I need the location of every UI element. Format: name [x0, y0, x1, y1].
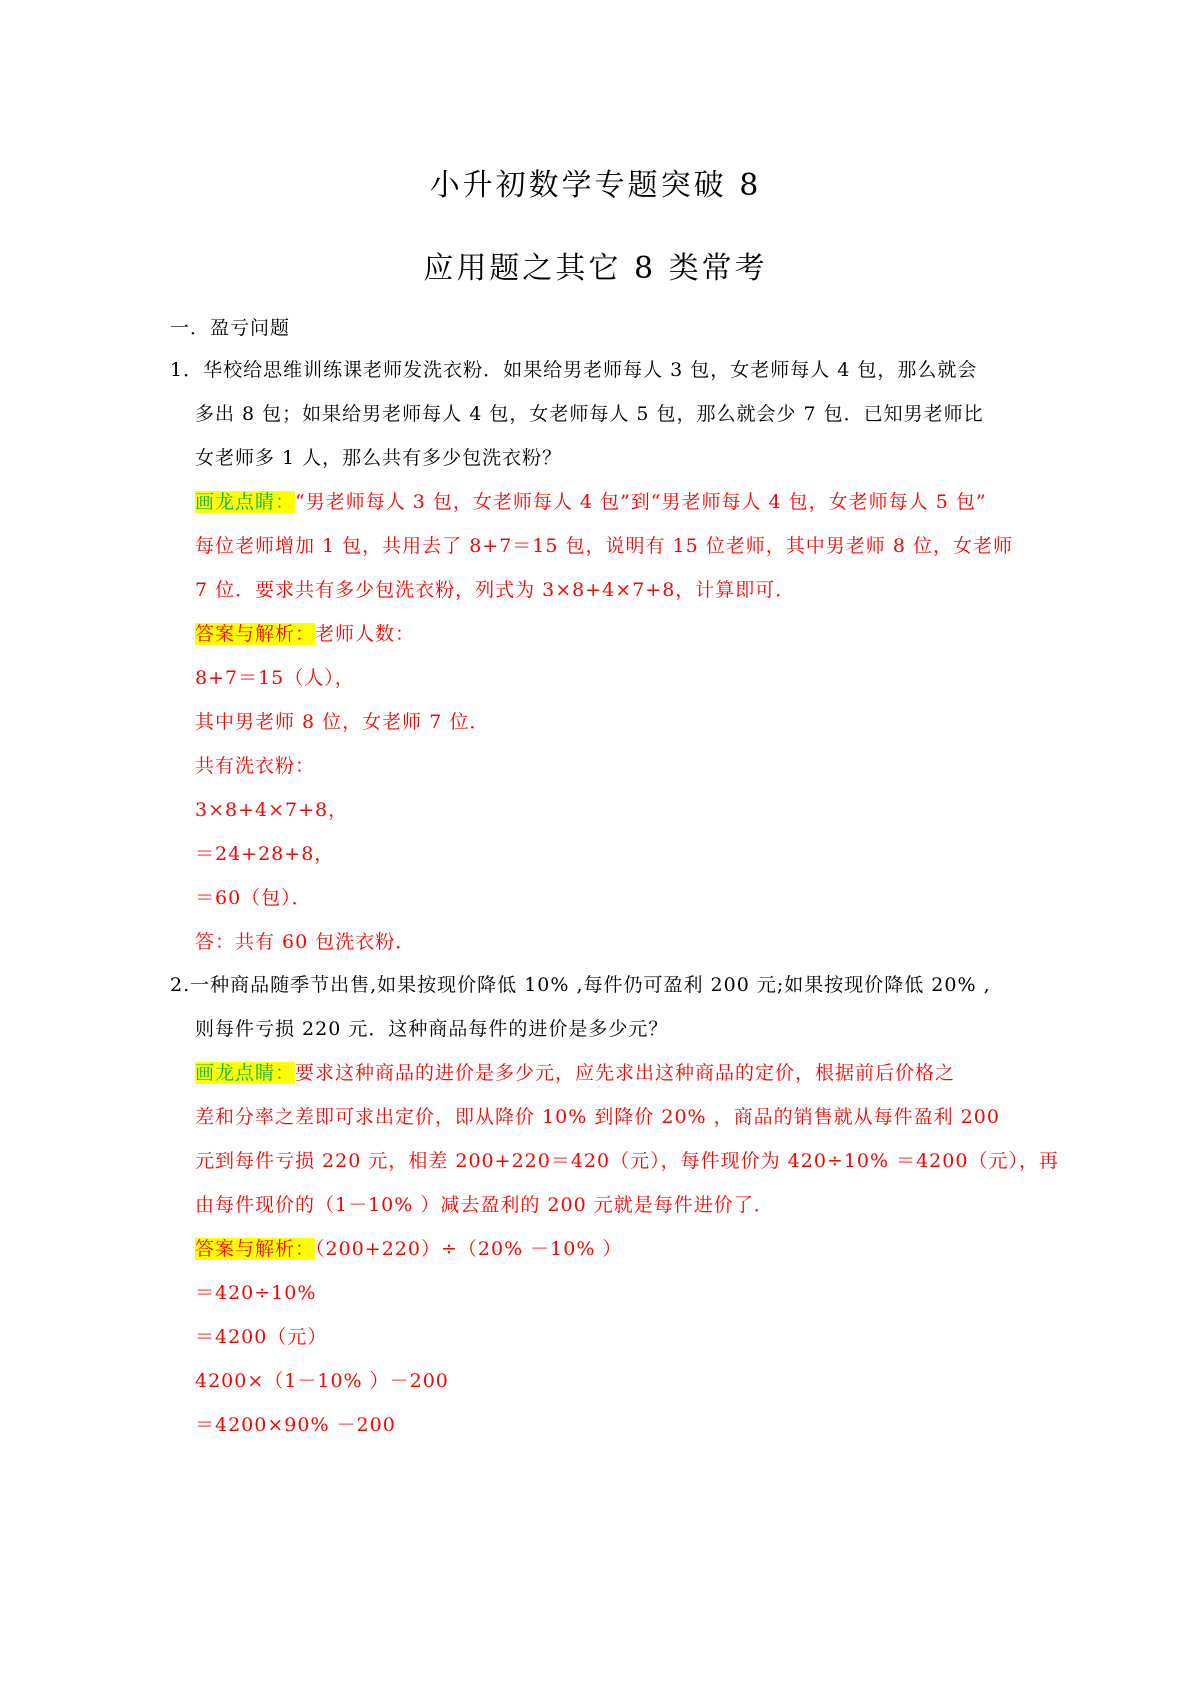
hint-label: 画龙点睛：: [195, 491, 296, 513]
answer-text: ＝60（包）．: [195, 887, 312, 909]
answer-text: 共有洗衣粉：: [195, 755, 316, 777]
answer-text: 老师人数：: [315, 623, 416, 645]
hint-text: 每位老师增加 1 包，共用去了 8+7＝15 包，说明有 15 位老师，其中男老师 8 位，女老师: [195, 535, 1013, 557]
question-2-answer: [195, 1235, 622, 1263]
hint-text: 由每件现价的（1－10% ）减去盈利的 200 元就是每件进价了．: [195, 1194, 774, 1216]
document-subtitle: 应用题之其它 8 类常考: [423, 251, 768, 286]
question-2-line: 2.一种商品随季节出售,如果按现价降低 10% ,每件仍可盈利 200 元;如果按现价降低 20% ,: [170, 974, 991, 996]
answer-text: （200+220）÷（20% －10% ）: [315, 1238, 623, 1260]
answer-text: 4200×（1－10% ）－200: [195, 1370, 449, 1392]
hint-text: 元到每件亏损 220 元，相差 200+220＝420（元），每件现价为 420÷10% ＝4200（元），再: [195, 1150, 1059, 1172]
answer-text: 答：共有 60 包洗衣粉．: [195, 931, 416, 953]
question-1-line: 女老师多 1 人，那么共有多少包洗衣粉？: [195, 447, 563, 469]
question-1-line: 多出 8 包；如果给男老师每人 4 包，女老师每人 5 包，那么就会少 7 包．已知男老师比: [195, 403, 984, 425]
question-2-line: 则每件亏损 220 元．这种商品每件的进价是多少元？: [195, 1018, 669, 1040]
hint-text: 7 位．要求共有多少包洗衣粉，列式为 3×8+4×7+8，计算即可．: [195, 579, 796, 601]
question-1-hint: [195, 488, 987, 516]
question-1-answer: [195, 620, 415, 648]
answer-text: ＝420÷10%: [195, 1282, 317, 1304]
answer-label: 答案与解析：: [195, 623, 316, 645]
question-2-hint: [195, 1059, 955, 1087]
hint-text: “男老师每人 3 包，女老师每人 4 包”到“男老师每人 4 包，女老师每人 5 包”: [295, 491, 987, 513]
answer-text: 其中男老师 8 位，女老师 7 位．: [195, 711, 490, 733]
hint-label: 画龙点睛：: [195, 1062, 296, 1084]
hint-text: 要求这种商品的进价是多少元，应先求出这种商品的定价，根据前后价格之: [295, 1062, 956, 1084]
answer-text: ＝4200（元）: [195, 1326, 328, 1348]
question-1-line: 1．华校给思维训练课老师发洗衣粉．如果给男老师每人 3 包，女老师每人 4 包，那么就会: [170, 359, 978, 381]
answer-text: ＝4200×90% －200: [195, 1414, 396, 1436]
answer-label: 答案与解析：: [195, 1238, 316, 1260]
answer-text: 8+7＝15（人），: [195, 667, 355, 689]
answer-text: ＝24+28+8，: [195, 843, 335, 865]
document-title: 小升初数学专题突破 8: [429, 168, 762, 203]
answer-text: 3×8+4×7+8，: [195, 799, 349, 821]
section-heading: 一．盈亏问题: [170, 317, 291, 339]
hint-text: 差和分率之差即可求出定价，即从降价 10% 到降价 20% ，商品的销售就从每件盈利 200: [195, 1106, 1000, 1128]
